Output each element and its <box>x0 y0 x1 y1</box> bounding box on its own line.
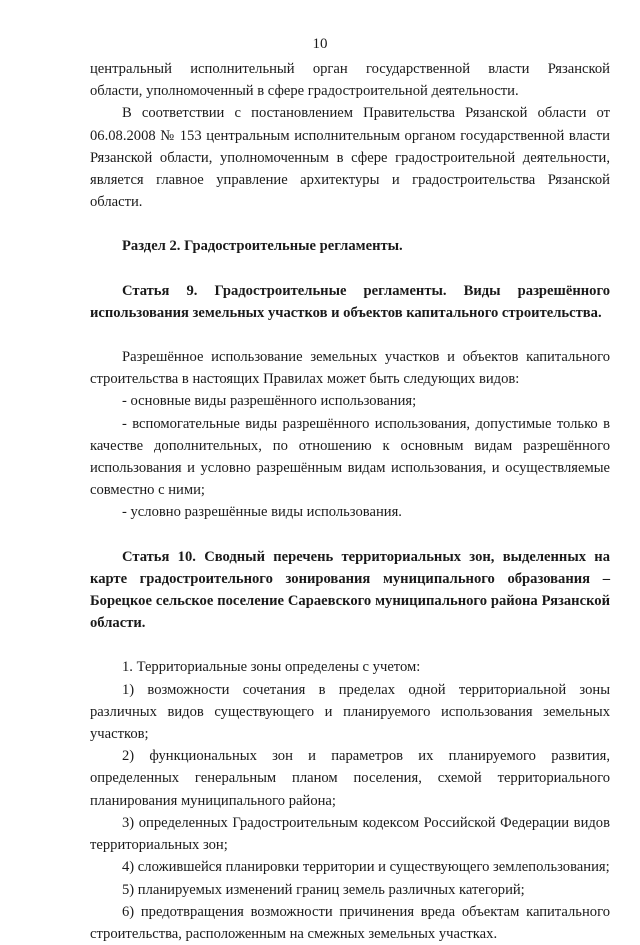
article-9-paragraph: Разрешённое использование земельных участков и объектов капитального строительства в настоящих Правилах может быть следующих видов: <box>90 349 610 388</box>
page-number: 10 <box>312 36 328 52</box>
article-10-list-item: 2) функциональных зон и параметров их планируемого развития, определенных генеральным планом поселения, схемой территориального планирования муниципального района; <box>90 748 610 809</box>
spacer <box>90 258 610 280</box>
section-2-heading: Раздел 2. Градостроительные регламенты. <box>122 238 403 255</box>
intro-paragraph-1-line-2: области, уполномоченный в сфере градостроительной деятельности. <box>90 83 519 100</box>
article-10-list-item: 3) определенных Градостроительным кодексом Российской Федерации видов территориальных зон; <box>90 814 610 854</box>
article-9-list-item: - основные виды разрешённого использования; <box>122 393 417 410</box>
intro-paragraph-1-line-1: центральный исполнительный орган государственной власти Рязанской <box>90 61 610 77</box>
article-10-heading: Статья 10. Сводный перечень территориальных зон, выделенных на карте градостроительного зонирования муниципального образования – Борецкое сельское поселение Сараевского муниципального района Рязанской области. <box>90 548 610 632</box>
document-body <box>90 58 610 945</box>
article-10-list-item: 4) сложившейся планировки территории и существующего землепользования; <box>122 859 610 876</box>
article-10-list-item: 6) предотвращения возможности причинения вреда объектам капитального строительства, расположенным на смежных земельных участках. <box>90 903 610 942</box>
spacer <box>90 524 610 546</box>
article-9-list-item: - условно разрешённые виды использования. <box>122 504 402 521</box>
article-9-list-item: - вспомогательные виды разрешённого использования, допустимые только в качестве дополнительных, по отношению к основным видам разрешённого использования и условно разрешённым видам использования, и осуществляемые совместно с ними; <box>90 415 610 499</box>
spacer <box>90 213 610 235</box>
article-9-heading: Статья 9. Градостроительные регламенты. Виды разрешённого использования земельных участков и объектов капитального строительства. <box>90 282 610 321</box>
spacer <box>90 634 610 656</box>
article-10-intro: 1. Территориальные зоны определены с учетом: <box>122 659 421 676</box>
article-10-list-item: 5) планируемых изменений границ земель различных категорий; <box>122 881 525 898</box>
spacer <box>90 324 610 346</box>
article-10-list-item: 1) возможности сочетания в пределах одной территориальной зоны различных видов существующего и планируемого использования земельных участков; <box>90 681 610 743</box>
intro-paragraph-2: В соответствии с постановлением Правительства Рязанской области от 06.08.2008 № 153 центральным исполнительным органом государственной власти Рязанской области, уполномоченным в сфере градостроительной деятельности, является главное управление архитектуры и градостроительства Рязанской области. <box>90 105 610 211</box>
